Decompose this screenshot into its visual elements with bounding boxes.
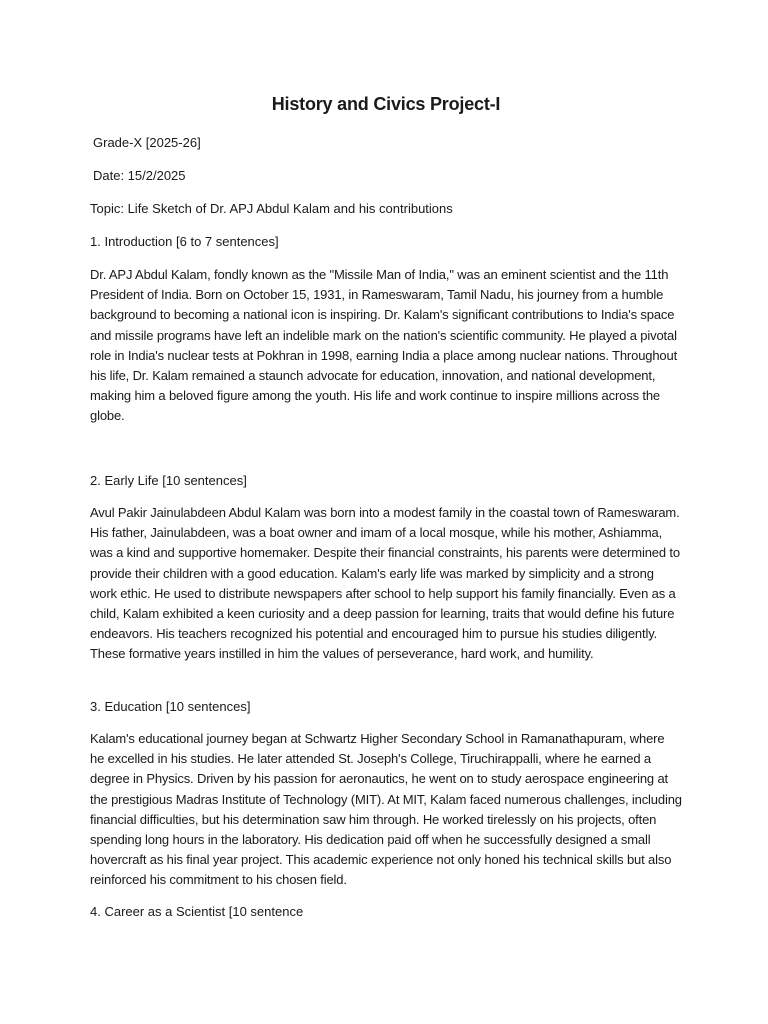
section-heading-early-life: 2. Early Life [10 sentences] xyxy=(90,473,247,488)
section-heading-introduction: 1. Introduction [6 to 7 sentences] xyxy=(90,234,279,249)
grade-line: Grade-X [2025-26] xyxy=(93,135,201,150)
topic-line: Topic: Life Sketch of Dr. APJ Abdul Kalam and his contributions xyxy=(90,201,453,216)
section-body-education: Kalam's educational journey began at Schwartz Higher Secondary School in Ramanathapuram, where he excelled in his studies. He later attended St. Joseph's College, Tiruchirappalli, where he earned a degree in Physics. Driven by his passion for aeronautics, he went on to study aerospace engineering at the prestigious Madras Institute of Technology (MIT). At MIT, Kalam faced numerous challenges, including financial difficulties, but his determination saw him through. He worked tirelessly on his projects, often spending long hours in the laboratory. His dedication paid off when he successfully designed a small hovercraft as his final year project. This academic experience not only honed his technical skills but also reinforced his commitment to his chosen field. xyxy=(90,731,682,888)
section-heading-education: 3. Education [10 sentences] xyxy=(90,699,251,714)
document-title: History and Civics Project-I xyxy=(271,94,501,114)
section-body-introduction: Dr. APJ Abdul Kalam, fondly known as the "Missile Man of India," was an eminent scientist and the 11th President of India. Born on October 15, 1931, in Rameswaram, Tamil Nadu, his journey from a humble background to becoming a national icon is inspiring. Dr. Kalam's significant contributions to India's space and missile programs have left an indelible mark on the nation's scientific community. He played a pivotal role in India's nuclear tests at Pokhran in 1998, earning India a place among nuclear nations. Throughout his life, Dr. Kalam remained a staunch advocate for education, innovation, and national development, making him a beloved figure among the youth. His life and work continue to inspire millions across the globe. xyxy=(90,267,678,424)
date-line: Date: 15/2/2025 xyxy=(93,168,186,183)
section-heading-career: 4. Career as a Scientist [10 sentence xyxy=(90,904,304,919)
section-body-early-life: Avul Pakir Jainulabdeen Abdul Kalam was born into a modest family in the coastal town of Rameswaram. His father, Jainulabdeen, was a boat owner and imam of a local mosque, while his mother, Ashiamma, was a kind and supportive homemaker. Despite their financial constraints, his parents were determined to provide their children with a good education. Kalam's early life was marked by simplicity and a strong work ethic. He used to distribute newspapers after school to help support his family financially. Even as a child, Kalam exhibited a keen curiosity and a deep passion for learning, traits that would define his future endeavors. His teachers recognized his potential and encouraged him to pursue his studies diligently. These formative years instilled in him the values of perseverance, hard work, and humility. xyxy=(90,505,680,662)
